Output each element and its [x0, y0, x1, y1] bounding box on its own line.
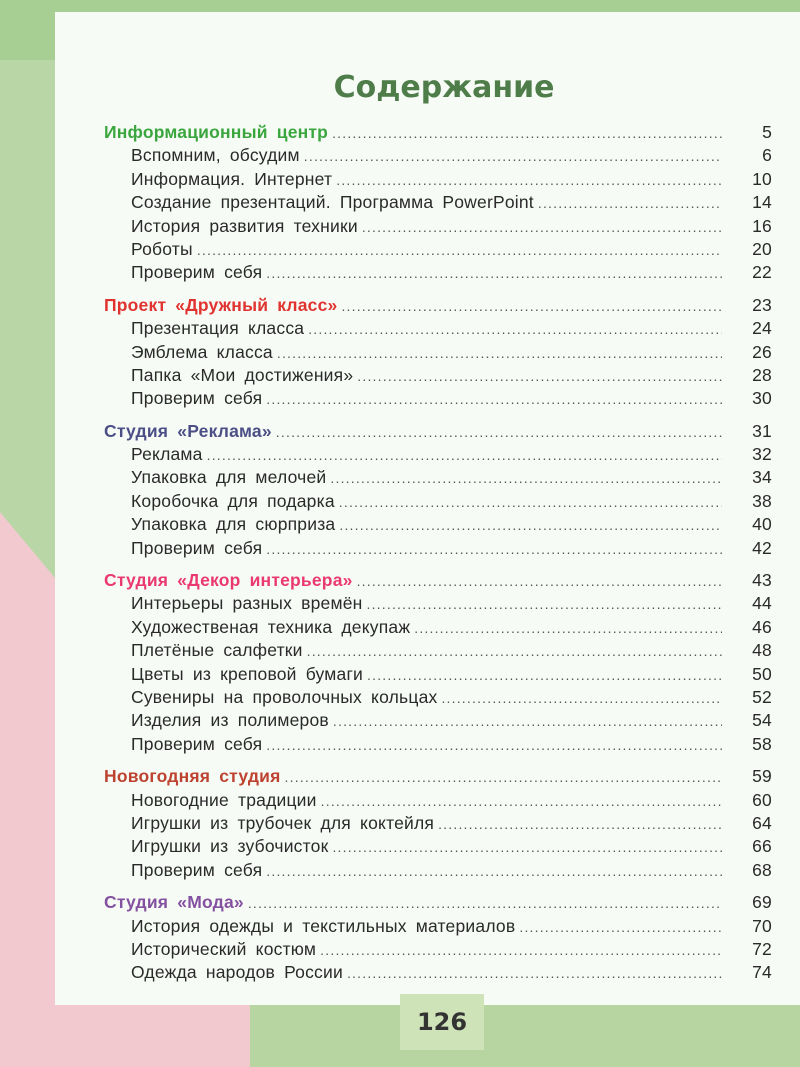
toc-entry-title: Проверим себя	[131, 859, 263, 880]
toc-entry-title: Плетёные салфетки	[131, 640, 303, 661]
dot-leader	[330, 467, 722, 490]
toc-page-number: 68	[752, 859, 772, 880]
dot-leader	[285, 766, 722, 789]
toc-page-number: 32	[752, 444, 772, 465]
dot-leader	[357, 570, 722, 593]
dot-leader	[248, 892, 722, 915]
toc-section-title: Студия «Реклама»	[104, 420, 272, 441]
toc-entry[interactable]	[104, 859, 772, 882]
dot-leader	[519, 916, 722, 939]
toc-entry[interactable]	[104, 686, 772, 709]
dot-leader	[414, 617, 722, 640]
toc-entry-title: Одежда народов России	[131, 962, 343, 983]
dot-leader	[357, 365, 722, 388]
toc-entry-title: Интерьеры разных времён	[131, 593, 363, 614]
section-spacer	[104, 756, 772, 765]
toc-entry[interactable]	[104, 341, 772, 364]
toc-section-heading[interactable]	[104, 294, 772, 317]
toc-entry[interactable]	[104, 663, 772, 686]
dot-leader	[276, 421, 722, 444]
toc-page-number: 40	[752, 514, 772, 535]
toc-entry[interactable]	[104, 490, 772, 513]
toc-page-number: 58	[752, 733, 772, 754]
toc-entry-title: Упаковка для мелочей	[131, 467, 327, 488]
dot-leader	[332, 122, 722, 145]
dot-leader	[266, 388, 722, 411]
toc-entry[interactable]	[104, 915, 772, 938]
toc-section-heading[interactable]	[104, 765, 772, 788]
toc-entry[interactable]	[104, 835, 772, 858]
toc-entry[interactable]	[104, 238, 772, 261]
toc-entry-title: Игрушки из трубочек для коктейля	[131, 812, 435, 833]
dot-leader	[339, 514, 722, 537]
toc-page-number: 38	[752, 490, 772, 511]
toc-entry-title: Игрушки из зубочисток	[131, 836, 329, 857]
toc-page-number: 31	[752, 420, 772, 441]
toc-page-number: 14	[752, 192, 772, 213]
toc-entry[interactable]	[104, 387, 772, 410]
toc-page-number: 10	[752, 168, 772, 189]
dot-leader	[332, 836, 722, 859]
dot-leader	[304, 145, 722, 168]
toc-page-number: 50	[752, 663, 772, 684]
toc-page-number: 70	[752, 915, 772, 936]
toc-entry[interactable]	[104, 537, 772, 560]
dot-leader	[320, 939, 722, 962]
toc-page-number: 42	[752, 537, 772, 558]
toc-entry[interactable]	[104, 144, 772, 167]
toc-section-heading[interactable]	[104, 420, 772, 443]
dot-leader	[438, 813, 722, 836]
toc-page-number: 52	[752, 686, 772, 707]
page-number-box	[400, 994, 484, 1050]
toc-entry-title: Роботы	[131, 238, 193, 259]
toc-entry[interactable]	[104, 733, 772, 756]
dot-leader	[308, 318, 722, 341]
section-spacer	[104, 411, 772, 420]
toc-page-number: 60	[752, 789, 772, 810]
toc-page-number: 54	[752, 710, 772, 731]
toc-entry-title: Информация. Интернет	[131, 168, 333, 189]
dot-leader	[336, 169, 722, 192]
toc-page-number: 5	[762, 122, 772, 142]
toc-page-number: 48	[752, 640, 772, 661]
toc-section-title: Информационный центр	[104, 122, 329, 142]
toc-section-heading[interactable]	[104, 891, 772, 914]
toc-entry[interactable]	[104, 789, 772, 812]
dot-leader	[207, 444, 722, 467]
toc-page-number: 43	[752, 570, 772, 591]
toc-page-number: 22	[752, 262, 772, 283]
dot-leader	[266, 538, 722, 561]
toc-entry-title: Проверим себя	[131, 537, 263, 558]
toc-entry[interactable]	[104, 592, 772, 615]
toc-page-number: 66	[752, 836, 772, 857]
dot-leader	[277, 342, 722, 365]
toc-entry-title: Папка «Мои достижения»	[131, 364, 354, 385]
toc-entry[interactable]	[104, 443, 772, 466]
toc-page-number: 59	[752, 766, 772, 787]
toc-entry-title: Художественая техника декупаж	[131, 616, 411, 637]
toc-entry-title: Создание презентаций. Программа PowerPoint	[131, 192, 534, 213]
toc-entry[interactable]	[104, 709, 772, 732]
toc-entry-title: Реклама	[131, 444, 203, 465]
toc-page-number: 16	[752, 215, 772, 236]
dot-leader	[362, 216, 722, 239]
toc-page-number: 72	[752, 938, 772, 959]
toc-page-number: 34	[752, 467, 772, 488]
toc-section-heading[interactable]	[104, 121, 772, 144]
toc-entry-title: Вспомним, обсудим	[131, 145, 300, 166]
toc-entry-title: Цветы из креповой бумаги	[131, 663, 364, 684]
toc-entry-title: Эмблема класса	[131, 341, 273, 362]
toc-entry-title: Упаковка для сюрприза	[131, 514, 336, 535]
section-spacer	[104, 285, 772, 294]
toc-page-number: 24	[752, 318, 772, 339]
toc-page-number: 28	[752, 364, 772, 385]
section-spacer	[104, 882, 772, 891]
toc-entry[interactable]	[104, 215, 772, 238]
toc-section-heading[interactable]	[104, 569, 772, 592]
background-bottom-band	[250, 1000, 800, 1067]
toc-section-title: Студия «Мода»	[104, 892, 244, 913]
toc-entry[interactable]	[104, 513, 772, 536]
toc-entry[interactable]	[104, 364, 772, 387]
toc-page-number: 20	[752, 238, 772, 259]
toc-entry[interactable]	[104, 961, 772, 984]
toc-entry-title: Проверим себя	[131, 733, 263, 754]
dot-leader	[266, 860, 722, 883]
toc-entry-title: Новогодние традиции	[131, 789, 317, 810]
dot-leader	[367, 664, 722, 687]
toc-entry[interactable]	[104, 466, 772, 489]
toc-entry-title: История одежды и текстильных материалов	[131, 915, 516, 936]
dot-leader	[307, 640, 722, 663]
dot-leader	[266, 262, 722, 285]
toc-entry-title: Изделия из полимеров	[131, 710, 329, 731]
toc-section-title: Студия «Декор интерьера»	[104, 570, 353, 591]
toc-entry[interactable]	[104, 639, 772, 662]
toc-section-title: Новогодняя студия	[104, 766, 281, 787]
toc-page-number: 44	[752, 593, 772, 614]
toc-entry[interactable]	[104, 317, 772, 340]
dot-leader	[441, 687, 722, 710]
toc-entry-title: Исторический костюм	[131, 938, 317, 959]
toc-page-number: 26	[752, 341, 772, 362]
toc-entry-title: Презентация класса	[131, 318, 305, 339]
toc-entry-title: История развития техники	[131, 215, 358, 236]
toc-entry[interactable]	[104, 938, 772, 961]
toc-page-number: 30	[752, 388, 772, 409]
toc-entry[interactable]	[104, 812, 772, 835]
dot-leader	[367, 593, 723, 616]
toc-page-number: 74	[752, 962, 772, 983]
toc-entry-title: Коробочка для подарка	[131, 490, 335, 511]
toc-entry-title: Сувениры на проволочных кольцах	[131, 686, 438, 707]
toc-page-number: 6	[762, 145, 772, 166]
toc-page-number: 46	[752, 616, 772, 637]
page-title: Содержание	[333, 70, 555, 105]
toc-entry-title: Проверим себя	[131, 388, 263, 409]
dot-leader	[321, 790, 722, 813]
toc-page-number: 69	[752, 892, 772, 913]
toc-entry-title: Проверим себя	[131, 262, 263, 283]
toc-entry[interactable]	[104, 191, 772, 214]
table-of-contents	[104, 121, 772, 985]
dot-leader	[341, 295, 722, 318]
section-spacer	[104, 560, 772, 569]
dot-leader	[333, 710, 722, 733]
toc-page-number: 64	[752, 812, 772, 833]
toc-section-title: Проект «Дружный класс»	[104, 294, 338, 315]
dot-leader	[197, 239, 722, 262]
toc-entry[interactable]	[104, 616, 772, 639]
toc-entry[interactable]	[104, 261, 772, 284]
dot-leader	[538, 192, 722, 215]
toc-entry[interactable]	[104, 168, 772, 191]
dot-leader	[339, 491, 722, 514]
toc-page-number: 23	[752, 294, 772, 315]
page-number: 126	[416, 1008, 468, 1036]
dot-leader	[266, 734, 722, 757]
dot-leader	[347, 962, 722, 985]
